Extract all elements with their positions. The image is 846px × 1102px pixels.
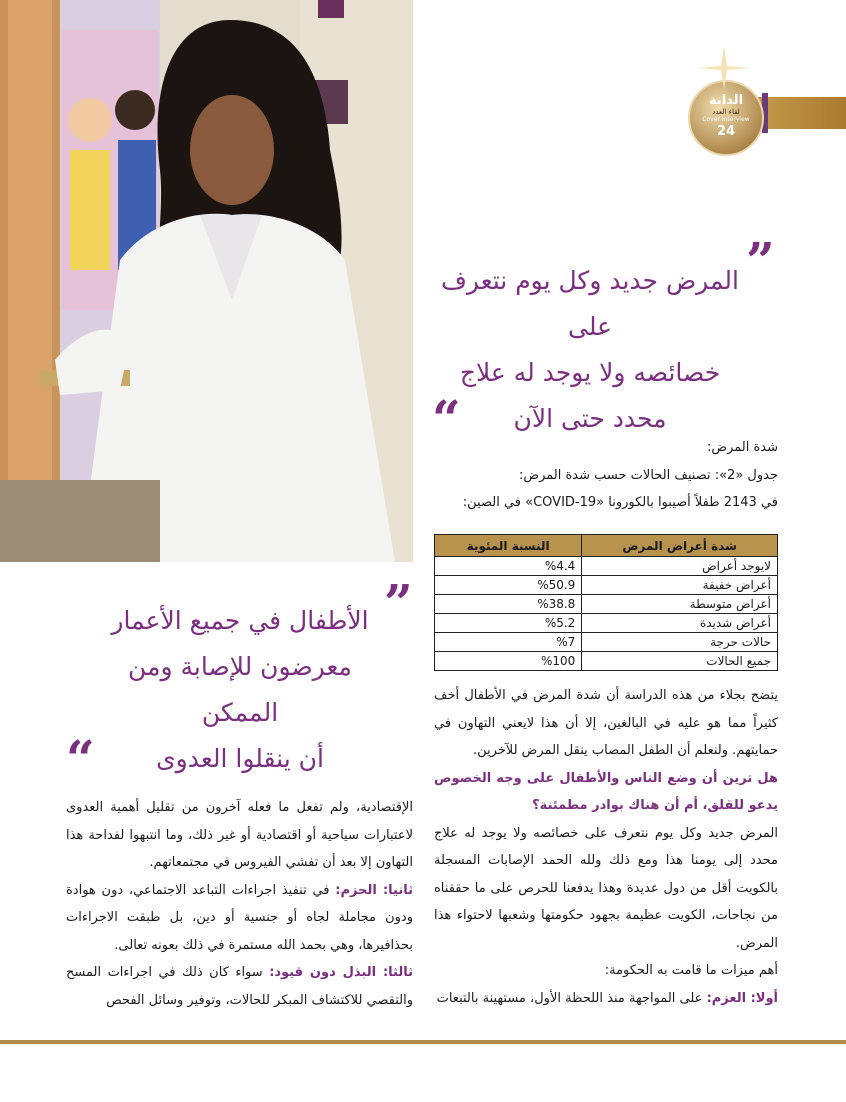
pull-quote-bottom — [90, 598, 390, 782]
point-text: في تنفيذ اجراءات التباعد الاجتماعي، دون هوادة ودون مجاملة لجاه أو جنسية أو دين، بل طبقت الاجراءات بحذافيرها، وهي بحمد الله مستمرة في ذلك بعونه تعالى. — [66, 882, 413, 953]
table-cell: %7 — [435, 633, 582, 652]
badge-brand: الدانة — [708, 93, 744, 108]
table-header-cell: شدة أعراض المرض — [582, 535, 778, 557]
table-cell: جميع الحالات — [582, 652, 778, 671]
severity-table — [434, 534, 778, 671]
pull-quote-line: معرضون للإصابة ومن الممكن — [128, 652, 352, 727]
table-cell: أعراض خفيفة — [582, 576, 778, 595]
pull-quote-top — [440, 258, 740, 442]
point-lead: أولا: العزم: — [706, 990, 778, 1006]
badge-label: Cover Interview — [702, 116, 750, 123]
table-header-row — [435, 535, 778, 557]
quote-close-icon: “ — [432, 389, 461, 448]
table-cell: %38.8 — [435, 595, 582, 614]
pull-quote-line: محدد حتى الآن — [513, 404, 667, 433]
quote-open-icon: ” — [746, 231, 775, 290]
table-row — [435, 614, 778, 633]
table-row — [435, 557, 778, 576]
point-lead: ثانيا: الحزم: — [335, 882, 414, 898]
pull-quote-line: الأطفال في جميع الأعمار — [111, 606, 369, 635]
table-cell: %4.4 — [435, 557, 582, 576]
cover-photo — [0, 0, 413, 562]
section-heading: شدة المرض: — [706, 440, 778, 455]
paragraph — [66, 877, 413, 960]
table-header-cell: النسبة المئوية — [435, 535, 582, 557]
table-cell: أعراض متوسطة — [582, 595, 778, 614]
badge-subtitle: لقاء العدد — [712, 108, 740, 116]
table-cell: %100 — [435, 652, 582, 671]
table-cell: %5.2 — [435, 614, 582, 633]
interview-question: هل ترين أن وضع الناس والأطفال على وجه الخصوص يدعو للقلق، أم أن هناك بوادر مطمئنة؟ — [434, 770, 778, 813]
right-column-intro — [434, 434, 778, 517]
table-subcaption: في 2143 طفلاً أصيبوا بالكورونا «COVID-19» في الصين: — [462, 495, 778, 510]
table-cell: أعراض شديدة — [582, 614, 778, 633]
table-row — [435, 576, 778, 595]
table-cell: لايوجد أعراض — [582, 557, 778, 576]
interview-answer: المرض جديد وكل يوم نتعرف على خصائصه ولا يوجد له علاج محدد إلى يومنا هذا ومع ذلك ولله الحمد الإصابات المسجلة بالكويت أقل من دول عديدة وهذا يدفعنا للحرص على ما حققناه من نجاحات، الكويت عظيمة بجهود حكومتها وشعبها لاحتواء هذا المرض. — [434, 825, 778, 951]
paragraph — [66, 959, 413, 1014]
paragraph: يتضح بجلاء من هذه الدراسة أن شدة المرض في الأطفال أخف كثيراً مما هو عليه في البالغين، إلا أن هذا لايعني التهاون في حمايتهم. ولنعلم أن الطفل المصاب ينقل المرض للآخرين. — [434, 688, 778, 758]
quote-open-icon: ” — [384, 573, 413, 632]
point-text: على المواجهة منذ اللحظة الأول، مستهينة بالتبعات — [436, 990, 707, 1006]
left-column-body — [66, 794, 413, 1014]
table-row — [435, 652, 778, 671]
header-ribbon — [758, 97, 846, 129]
pull-quote-line: خصائصه ولا يوجد له علاج — [459, 358, 721, 387]
star-sparkle-icon — [698, 46, 750, 90]
table-cell: %50.9 — [435, 576, 582, 595]
page-badge — [688, 80, 764, 156]
doctor-portrait-image — [0, 0, 413, 562]
table-row — [435, 633, 778, 652]
table-cell: حالات حرجة — [582, 633, 778, 652]
point-text: سواء كان ذلك في اجراءات المسح والتقصي للاكتشاف المبكر للحالات، وتوفير وسائل الفحص — [66, 965, 413, 1008]
quote-close-icon: “ — [66, 729, 95, 788]
point-lead: ثالثا: البذل دون قيود: — [269, 965, 413, 980]
paragraph: أهم ميزات ما قامت به الحكومة: — [604, 963, 778, 978]
footer-rule — [0, 1040, 846, 1044]
table-row — [435, 595, 778, 614]
pull-quote-line: أن ينقلوا العدوى — [156, 744, 324, 773]
paragraph — [434, 985, 778, 1013]
pull-quote-line: المرض جديد وكل يوم نتعرف على — [440, 266, 739, 341]
paragraph: الإقتصادية، ولم تفعل ما فعله آخرون من تقليل أهمية العدوى لاعتبارات سياحية أو اقتصادية أو غير ذلك، وما انتبهوا لفداحة هذا التهاون إلا بعد أن تفشي الفيروس في مجتمعاتهم. — [66, 800, 413, 870]
page-number: 24 — [716, 124, 736, 139]
table-caption: جدول «2»: تصنيف الحالات حسب شدة المرض: — [518, 467, 778, 483]
right-column-body — [434, 682, 778, 1012]
